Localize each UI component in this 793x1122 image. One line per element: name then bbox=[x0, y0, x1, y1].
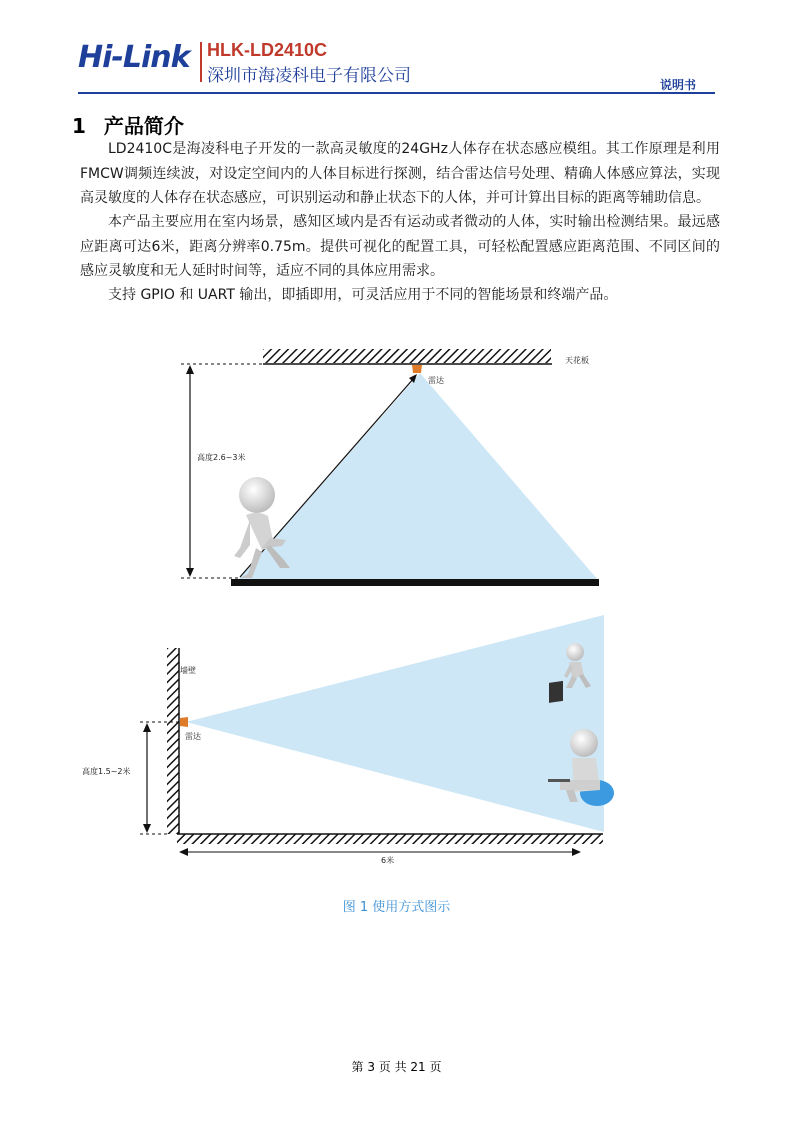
product-model: HLK-LD2410C bbox=[207, 40, 328, 60]
paragraph-intro: LD2410C是海凌科电子开发的一款高灵敏度的24GHz人体存在状态感应模组。其工作原理是利用FMCW调频连续波，对设定空间内的人体目标进行探测，结合雷达信号处理、精确人体感应算法，实现高灵敏度的人体存在状态感应，可识别运动和静止状态下的人体，并可计算出目标的距离等辅助信息。 bbox=[80, 141, 720, 206]
radar-label-1: 雷达 bbox=[428, 376, 444, 385]
paragraph-application: 本产品主要应用在室内场景，感知区域内是否有运动或者微动的人体，实时输出检测结果。最远感应距离可达6米，距离分辨率0.75m。提供可视化的配置工具，可轻松配置感应距离范围、不同区间的感应灵敏度和无人延时时间等，适应不同的具体应用需求。 bbox=[80, 214, 720, 279]
document-type: 说明书 bbox=[660, 78, 697, 92]
radar-icon-2 bbox=[180, 717, 188, 727]
logo-divider bbox=[200, 42, 202, 82]
floor-bar bbox=[231, 579, 599, 586]
header-rule bbox=[78, 92, 715, 94]
radar-icon bbox=[412, 365, 422, 373]
distance-label: 6米 bbox=[381, 856, 395, 865]
ceiling-label: 天花板 bbox=[565, 356, 589, 365]
wall-mount-diagram bbox=[0, 610, 793, 860]
page-footer: 第 3 页 共 21 页 bbox=[351, 1060, 442, 1074]
section-heading bbox=[72, 110, 184, 139]
height-label-2: 高度1.5~2米 bbox=[82, 767, 131, 776]
wall-hatch bbox=[167, 648, 179, 834]
paragraph-output: 支持 GPIO 和 UART 输出，即插即用，可灵活应用于不同的智能场景和终端产品。 bbox=[108, 287, 618, 303]
company-logo: Hi-Link bbox=[78, 40, 190, 75]
company-name: 深圳市海凌科电子有限公司 bbox=[207, 66, 411, 86]
radar-beam-2 bbox=[186, 615, 604, 832]
ceiling-mount-diagram bbox=[0, 340, 793, 595]
floor-hatch bbox=[177, 834, 603, 844]
section-number: 1 bbox=[72, 114, 86, 138]
radar-beam bbox=[238, 373, 598, 580]
height-label-1: 高度2.6~3米 bbox=[197, 453, 246, 462]
radar-label-2: 雷达 bbox=[185, 732, 201, 741]
ceiling-hatch bbox=[263, 349, 551, 363]
wall-label: 墙壁 bbox=[180, 666, 196, 675]
figure-caption: 图 1 使用方式图示 bbox=[342, 900, 451, 915]
section-title: 产品简介 bbox=[103, 114, 184, 138]
